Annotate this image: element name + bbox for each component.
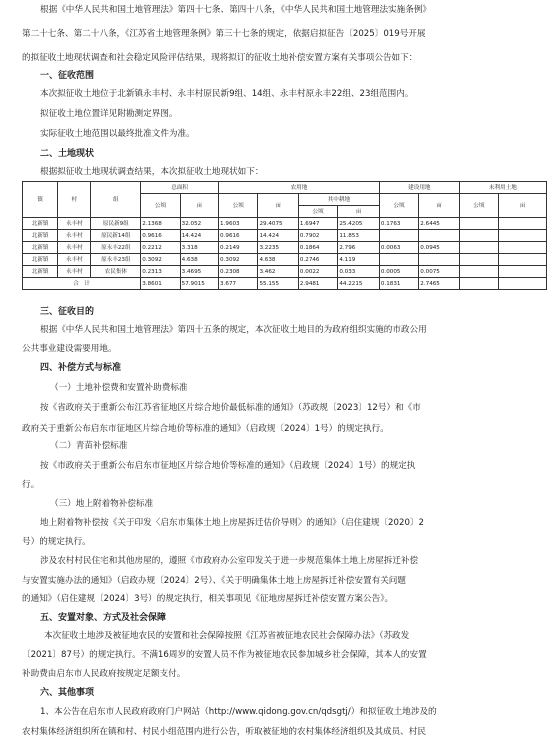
cell-town: 北新镇: [23, 242, 58, 254]
cell-value: 55.155: [258, 278, 298, 290]
unit-mu: 亩: [499, 194, 547, 218]
section-2-para-1: 根据拟征收土地现状调查结果，本次拟征收土地现状如下：: [40, 167, 264, 177]
unit-hectare: 公顷: [141, 194, 180, 218]
cell-village: 永丰村: [58, 254, 91, 266]
cell-value: 2.1368: [141, 218, 180, 230]
cell-value: 25.4205: [338, 218, 380, 230]
cell-value: 0.0063: [379, 242, 418, 254]
cell-value: 0.2212: [141, 242, 180, 254]
cell-value: 0.0075: [419, 266, 459, 278]
section-4-sub-3: （三）地上附着物补偿标准: [50, 499, 154, 509]
section-4-sub-1-para-1: 按《省政府关于重新公布江苏省征地区片综合地价最低标准的通知》（苏政规〔2023〕12号）和《市: [40, 403, 421, 413]
cell-value: 2.796: [338, 242, 380, 254]
section-4-sub-3-para-3: 涉及农村村民住宅和其他房屋的，遵照《市政府办公室印发关于进一步规范集体土地上房屋拆迁补偿: [40, 556, 419, 566]
section-1-para-1: 本次拟征收土地位于北新镇永丰村、永丰村原民新9组、14组、永丰村原永丰22组、23组范围内。: [40, 89, 414, 99]
cell-value: 0.9616: [219, 230, 258, 242]
cell-village: 永丰村: [58, 230, 91, 242]
cell-value: 2.6445: [419, 218, 459, 230]
cell-value: 4.638: [258, 254, 298, 266]
section-4-sub-1: （一）土地补偿费和安置补助费标准: [50, 383, 188, 393]
cell-value: [459, 278, 498, 290]
cell-group: 原民新9组: [91, 218, 141, 230]
cell-value: [499, 266, 547, 278]
section-5-para-3: 补助费由启东市人民政府按规定足额支付。: [22, 669, 186, 679]
header-village: 村: [58, 182, 91, 218]
table-row: [23, 254, 547, 266]
cell-value: 0.2746: [298, 254, 337, 266]
header-total-area: 总面积: [141, 182, 219, 194]
cell-value: 4.119: [338, 254, 380, 266]
cell-value: 0.0945: [419, 242, 459, 254]
cell-value: 0.1831: [379, 278, 418, 290]
unit-mu: 亩: [258, 194, 298, 218]
cell-value: 0.9616: [141, 230, 180, 242]
cell-value: [459, 218, 498, 230]
cell-group: 原永丰23组: [91, 254, 141, 266]
table-row: [23, 266, 547, 278]
cell-town: 北新镇: [23, 230, 58, 242]
cell-value: 3.4695: [180, 266, 218, 278]
section-4-title: 四、补偿方式与标准: [40, 363, 122, 373]
section-2-title: 二、土地现状: [40, 149, 95, 159]
cell-value: 0.7902: [298, 230, 337, 242]
cell-value: [499, 278, 547, 290]
header-town: 镇: [23, 182, 58, 218]
section-4-sub-3-para-5: 的通知》（启住建规〔2024〕3号）的规定执行，相关事项见《征地房屋拆迁补偿安置方案公告》。: [22, 594, 394, 604]
cell-value: 29.4075: [258, 218, 298, 230]
cell-value: 0.3092: [141, 254, 180, 266]
cell-value: [419, 230, 459, 242]
cell-value: [419, 254, 459, 266]
section-3-title: 三、征收目的: [40, 307, 95, 317]
cell-value: [379, 230, 418, 242]
section-5-para-2: 〔2021〕87号）的规定执行。不满16周岁的安置人员不作为被征地农民参加城乡社会保障，其本人的安置: [22, 650, 427, 660]
unit-hectare: 公顷: [298, 206, 337, 218]
cell-group: 原永丰22组: [91, 242, 141, 254]
header-agricultural-land: 农用地: [219, 182, 380, 194]
cell-value: 3.8601: [141, 278, 180, 290]
section-4-sub-1-para-2: 政府关于重新公布启东市征地区片综合地价等标准的通知》（启政规〔2024〕1号）的规定执行。: [22, 424, 389, 434]
cell-village: 永丰村: [58, 266, 91, 278]
total-label: 合 计: [23, 278, 141, 290]
unit-hectare: 公顷: [379, 194, 418, 218]
land-status-table: [22, 181, 547, 290]
cell-value: [459, 230, 498, 242]
section-4-sub-3-para-1: 地上附着物补偿按《关于印发〈启东市集体土地上房屋拆迁估价导则〉的通知》（启住建规〔2020〕2: [40, 518, 424, 528]
section-4-sub-2-para-1: 按《市政府关于重新公布启东市征地区片综合地价等标准的通知》（启政规〔2024〕1号）的规定执: [40, 461, 416, 471]
cell-value: [459, 254, 498, 266]
section-1-title: 一、征收范围: [40, 71, 95, 81]
section-4-sub-2-para-2: 行。: [22, 480, 40, 490]
cell-value: [379, 254, 418, 266]
unit-mu: 亩: [338, 206, 380, 218]
cell-value: 57.9015: [180, 278, 218, 290]
cell-group: 原民新14组: [91, 230, 141, 242]
cell-value: 0.0022: [298, 266, 337, 278]
section-3-para-1: 根据《中华人民共和国土地管理法》第四十五条的规定，本次征收土地目的为政府组织实施的市政公用: [40, 325, 427, 335]
cell-value: 2.9481: [298, 278, 337, 290]
section-6-para-1: 1、本公告在启东市人民政府政府门户网站（http://www.qidong.gov.cn/qdsgtj/）和拟征收土地涉及的: [40, 707, 437, 717]
cell-value: 2.7465: [419, 278, 459, 290]
cell-town: 北新镇: [23, 266, 58, 278]
unit-mu: 亩: [419, 194, 459, 218]
cell-value: [499, 254, 547, 266]
cell-value: 0.3092: [219, 254, 258, 266]
section-4-sub-2: （二）青苗补偿标准: [50, 441, 128, 451]
section-1-para-2: 拟征收土地位置详见附勘测定界图。: [40, 109, 178, 119]
cell-value: 0.1763: [379, 218, 418, 230]
header-group: 组: [91, 182, 141, 218]
intro-line-2: 第二十七条、第二十八条，《江苏省土地管理条例》第三十七条的规定，依据启拟征告〔2025〕019号开展: [22, 29, 426, 39]
unit-hectare: 公顷: [459, 194, 498, 218]
cell-village: 永丰村: [58, 242, 91, 254]
cell-value: 0.1864: [298, 242, 337, 254]
cell-value: 11.853: [338, 230, 380, 242]
section-1-para-3: 实际征收土地范围以最终批准文件为准。: [40, 129, 195, 139]
unit-hectare: 公顷: [219, 194, 258, 218]
cell-value: 32.052: [180, 218, 218, 230]
cell-value: 1.6947: [298, 218, 337, 230]
cell-value: [499, 218, 547, 230]
section-5-title: 五、安置对象、方式及社会保障: [40, 613, 167, 623]
intro-line-1: 根据《中华人民共和国土地管理法》第四十七条、第四十八条，《中华人民共和国土地管理法实施条例》: [40, 5, 432, 15]
cell-group: 农民集体: [91, 266, 141, 278]
cell-town: 北新镇: [23, 218, 58, 230]
section-4-sub-3-para-4: 与安置实施办法的通知》（启政办规〔2024〕2号）、《关于明确集体土地上房屋拆迁补偿安置有关问题: [22, 576, 406, 586]
cell-value: 3.462: [258, 266, 298, 278]
unit-mu: 亩: [180, 194, 218, 218]
header-unused-land: 未利用土地: [459, 182, 546, 194]
cell-town: 北新镇: [23, 254, 58, 266]
table-total-row: [23, 278, 547, 290]
header-construction-land: 建设用地: [379, 182, 459, 194]
cell-value: 3.677: [219, 278, 258, 290]
cell-value: 44.2215: [338, 278, 380, 290]
intro-line-3: 的拟征收土地现状调查和社会稳定风险评估结果，现将拟订的征收土地补偿安置方案有关事项公告如下：: [22, 53, 418, 63]
cell-value: 0.033: [338, 266, 380, 278]
cell-value: [499, 230, 547, 242]
cell-value: [499, 242, 547, 254]
section-3-para-2: 公共事业建设需要用地。: [22, 344, 117, 354]
cell-value: 0.2149: [219, 242, 258, 254]
cell-value: 0.0005: [379, 266, 418, 278]
cell-value: [459, 266, 498, 278]
cell-value: 14.424: [258, 230, 298, 242]
cell-value: 0.2313: [141, 266, 180, 278]
cell-value: 14.424: [180, 230, 218, 242]
cell-village: 永丰村: [58, 218, 91, 230]
section-6-title: 六、其他事项: [40, 688, 95, 698]
section-5-para-1: 本次征收土地涉及被征地农民的安置和社会保障按照《江苏省被征地农民社会保障办法》（苏政发: [44, 631, 410, 641]
cell-value: [459, 242, 498, 254]
cell-value: 1.9603: [219, 218, 258, 230]
table-row: [23, 218, 547, 230]
cell-value: 3.318: [180, 242, 218, 254]
section-6-para-2: 农村集体经济组织所在镇和村、村民小组范围内进行公告，听取被征地的农村集体经济组织及其成员、村民: [22, 727, 426, 737]
table-row: [23, 230, 547, 242]
table-row: [23, 242, 547, 254]
section-4-sub-3-para-2: 号）的规定执行。: [22, 537, 91, 547]
cell-value: 0.2308: [219, 266, 258, 278]
header-arable-land: 其中耕地: [298, 194, 379, 206]
cell-value: 3.2235: [258, 242, 298, 254]
cell-value: 4.638: [180, 254, 218, 266]
